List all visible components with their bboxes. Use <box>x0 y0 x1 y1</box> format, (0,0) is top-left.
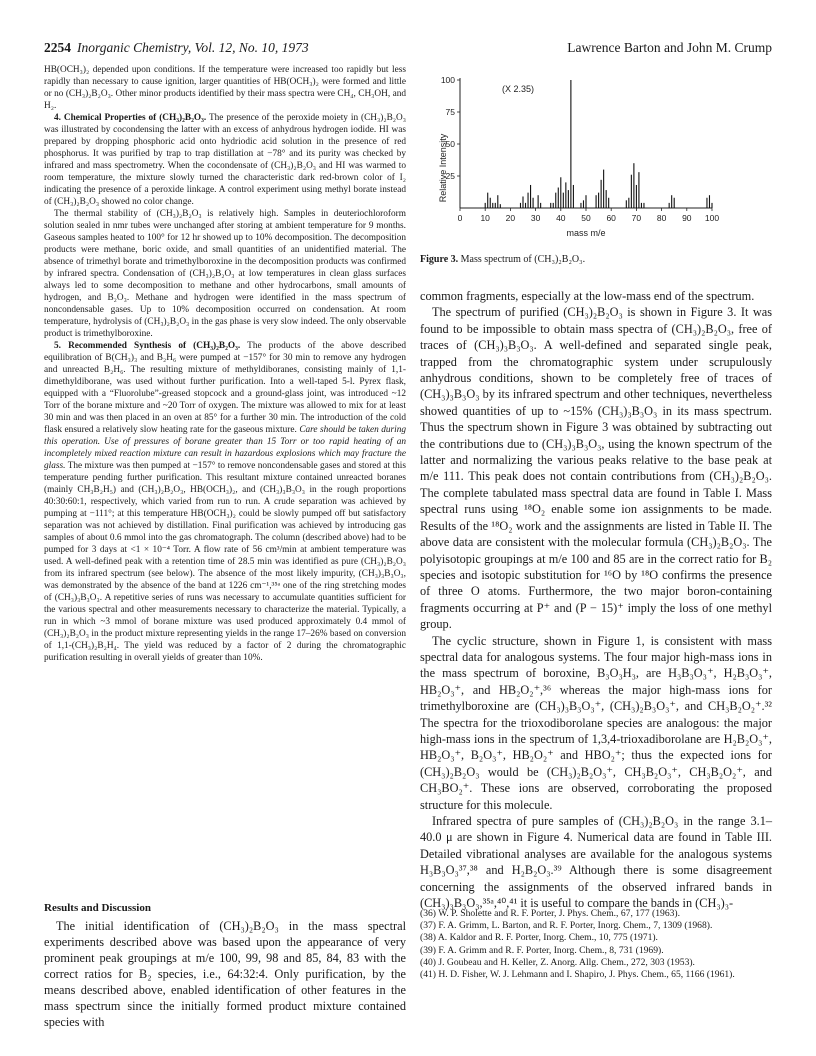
paragraph-hb-conditions: HB(OCH₃)₂ depended upon conditions. If the temperature were increased too rapidly but less rapidly than necessary to cause ignition, larger quantities of HB(OCH₃)₂ were formed and little or no (CH₃)₂B₂O₃. Other minor products identified by their mass spectra were CH₄, CH₃OH, and H₂. <box>44 65 406 111</box>
right-column <box>420 288 772 911</box>
section-4-text: The presence of the peroxide moiety in (CH₃)₂B₂O₃ was illustrated by cocondensing the latter with an excess of anhydrous hydrogen iodide. HI was prepared by dropping phosphoric acid onto hydriodic acid solution in the presence of red phosphorus. It was purified by trap to trap distillation at −78° and its purity was checked by infrared and mass spectrometry. When the cocondensate of (CH₃)₂B₂O₃ and HI was warmed to room temperature, the mixture slowly turned the characteristic dark red-brown color of I₂ indicating the presence of a peroxide linkage. A control experiment using methyl borate instead of (CH₃)₂B₂O₃ showed no color change. <box>44 113 407 207</box>
x-tick-label: 20 <box>505 213 516 223</box>
x-tick-label: 30 <box>530 213 541 223</box>
section-5-heading: 5. Recommended Synthesis of (CH₃)₂B₂O₃. <box>54 341 241 351</box>
figure-caption-label: Figure 3. <box>420 254 459 265</box>
results-text <box>44 918 406 1030</box>
y-tick-label: 50 <box>445 139 455 149</box>
x-axis-label: mass m/e <box>566 228 606 238</box>
reference-40: (40) J. Goubeau and H. Keller, Z. Anorg. Allg. Chem., 272, 303 (1953). <box>420 956 695 968</box>
x-tick-label: 50 <box>581 213 591 223</box>
reference-38: (38) A. Kaldor and R. F. Porter, Inorg. Chem., 10, 775 (1971). <box>420 932 658 944</box>
references <box>420 908 772 981</box>
chart-annotation: (X 2.35) <box>502 84 535 94</box>
reference-36: (36) W. P. Sholette and R. F. Porter, J. Phys. Chem., 67, 177 (1963). <box>420 908 681 919</box>
mass-spectrum-chart <box>420 68 772 248</box>
page-number: 2254 <box>44 40 71 55</box>
x-tick-label: 90 <box>682 213 692 223</box>
section-4 <box>44 112 406 208</box>
y-tick-label: 25 <box>445 171 455 181</box>
x-tick-label: 10 <box>480 213 490 223</box>
results-paragraph-1: The initial identification of (CH₃)₂B₂O₃ in the mass spectral experiments described above was based upon the appearance of very prominent peak groupings at m/e 100, 99, 98 and 85, 84, 83 with the correct ratios for B₂ species, i.e., 64:32:4. Only purification, by the means described above, enabled identification of other features in the mass spectrum since the initially formed product mixture contained species with <box>44 919 406 1029</box>
journal-citation: Inorganic Chemistry, Vol. 12, No. 10, 1973 <box>77 40 309 55</box>
left-column <box>44 64 406 664</box>
x-tick-label: 60 <box>606 213 616 223</box>
figure-3 <box>420 68 772 283</box>
x-tick-label: 70 <box>631 213 642 223</box>
paragraph-common-fragments: common fragments, especially at the low-mass end of the spectrum. <box>420 289 755 303</box>
x-tick-label: 40 <box>556 213 566 223</box>
reference-41: (41) H. D. Fisher, W. J. Lehmann and I. Shapiro, J. Phys. Chem., 65, 1166 (1961). <box>420 969 735 981</box>
paragraph-thermal-stability: The thermal stability of (CH₃)₂B₂O₃ is relatively high. Samples in deuteriochloroform solution sealed in nmr tubes were unchanged after storing at ambient temperature for 9 months. Gaseous samples heated to 100° for 12 hr showed up to 10% decomposition. The decomposition products were methane, boric oxide, and small quantities of an unidentified material. The absence of trimethyl borate and trimethylboroxine in the decomposition products was confirmed by infrared spectra. Condensation of (CH₃)₂B₂O₃ at low temperatures in clean glass surfaces always led to some decomposition to methane and other hydrocarbons, small amounts of hydrogen, and B₂O₃. Methane and hydrogen were identified in the mass spectrum of noncondensable gases. Up to 10% decomposition occurred on condensation. At room temperature, hydrolysis of (CH₃)₂B₂O₃ in the gas phase is very slow indeed. The only observable product is trimethylboroxine. <box>44 209 406 339</box>
figure-caption-text: Mass spectrum of (CH₃)₂B₂O₃. <box>460 254 586 265</box>
y-axis-label: Relative Intensity <box>438 133 448 203</box>
x-tick-label: 80 <box>656 213 667 223</box>
safety-warning: Care should be taken during this operation. Use of pressures of borane greater than 15 Torr or too rapid heating of an incompletely mixed reaction mixture can result in hazardous explosions which may fracture the glass. <box>44 425 407 471</box>
x-tick-label: 100 <box>704 213 720 223</box>
paragraph-mass-spectrum: The spectrum of purified (CH₃)₂B₂O₃ is shown in Figure 3. It was found to be impossible to obtain mass spectra of (CH₃)₂B₂O₃, free of traces of (CH₃)₃B₃O₃. A well-defined and separated single peak, trapped from the chromatographic system under scrupulously anhydrous conditions, shown to be completely free of traces of (CH₃)₃B₃O₃ by its infrared spectrum and other techniques, nevertheless showed quantities of up to ~15% (CH₃)₃B₃O₃ in its mass spectrum. Thus the spectrum shown in Figure 3 was obtained by subtracting out the contributions due to (CH₃)₃B₃O₃, using the known spectrum of the latter and normalizing the various peaks relative to the base peak at m/e 111. This peak does not contain contributions from (CH₃)₂B₂O₃. The complete tabulated mass spectral data are found in Table I. Mass spectral runs using ¹⁸O₂ enable some ion assignments to be made. Results of the ¹⁸O₂ work and the assignments are listed in Table II. The above data are consistent with the molecular formula (CH₃)₂B₂O₃. The polyisotopic groupings at m/e 100 and 85 are in the correct ratio for B₂ species and isotopic substitution for ¹⁶O by ¹⁸O confirms the presence of three O atoms. Furthermore, the two major boron-containing fragments occurring at P⁺ and (P − 15)⁺ imply the loss of one methyl group. <box>420 305 772 632</box>
x-tick-label: 0 <box>457 213 463 223</box>
page-header <box>44 40 772 60</box>
section-5 <box>44 340 406 664</box>
paragraph-infrared: Infrared spectra of pure samples of (CH₃)₂B₂O₃ in the range 3.1–40.0 μ are shown in Figure 4. Numerical data are found in Table III. Detailed vibrational analyses are available for the analogous systems H₃B₃O₃³⁷,³⁸ and H₂B₂O₃.³⁹ Although there is some disagreement concerning the assignments of the observed infrared bands in (CH₃)₃B₃O₃,³⁵ᵃ,⁴⁰,⁴¹ it is useful to compare the bands in (CH₃)₃- <box>420 814 772 911</box>
y-tick-label: 75 <box>445 107 455 117</box>
reference-39: (39) F. A. Grimm and R. F. Porter, Inorg. Chem., 8, 731 (1969). <box>420 944 664 956</box>
figure-caption <box>420 254 585 265</box>
y-tick-label: 100 <box>440 75 455 85</box>
results-heading: Results and Discussion <box>44 902 151 914</box>
paragraph-cyclic-structure: The cyclic structure, shown in Figure 1, is consistent with mass spectral data for analogous systems. The four major high-mass ions in the mass spectrum of boroxine, B₃O₃H₃, are H₃B₃O₃⁺, H₂B₃O₃⁺, HB₂O₃⁺, and HB₂O₂⁺,³⁶ whereas the major high-mass ions for trimethylboroxine are (CH₃)₃B₃O₃⁺, (CH₃)₂B₃O₃⁺, and CH₃B₂O₂⁺.³² The spectra for the trioxodiborolane species are analogous: the major high-mass ions in the spectrum of 1,3,4-trioxadiborolane are H₂B₂O₃⁺, HB₂O₃⁺, B₂O₃⁺, HB₂O₂⁺ and HBO₂⁺; thus the expected ions for (CH₃)₂B₂O₃ would be (CH₃)₂B₂O₃⁺, CH₃B₂O₃⁺, CH₃B₂O₂⁺, and CH₃BO₂⁺. These ions are observed, corroborating the proposed structure for this molecule. <box>420 633 772 812</box>
reference-37: (37) F. A. Grimm, L. Barton, and R. F. Porter, Inorg. Chem., 7, 1309 (1968). <box>420 920 713 932</box>
section-5-text-a: The products of the above described equilibration of B(CH₃)₃ and B₂H₆ were pumped at −157° for 30 min to remove any hydrogen and unreacted B₂H₆. The resulting mixture of methyldiboranes, consisting mainly of 1,1-dimethyldiborane, was used without further purification. Into a well-taped 5-l. Pyrex flask, equipped with a “Fluorolube”-greased stopcock and a ground-glass joint, was introduced ~12 Torr of the borane mixture and ~20 Torr of oxygen. The mixture was allowed to mix for at least 30 min and was then placed in an oven at 85° for a further 30 min. The introduction of the cold flask ensured a relatively slow heating rate for the gaseous mixture. <box>44 341 406 435</box>
section-4-heading: 4. Chemical Properties of (CH₃)₂B₂O₃. <box>54 113 207 123</box>
running-authors: Lawrence Barton and John M. Crump <box>567 40 772 55</box>
section-5-text-b: The mixture was then pumped at −157° to remove noncondensable gases and stored at this temperature pending further purification. This resultant mixture contained unreacted boranes (mainly CH₃B₂H₅) and (CH₃)₂B₂O₃, HB(OCH₃)₂, and (CH₃)₃B₃O₃ in the rough proportions 40:30:60:1, respectively, which varied from run to run. A crude separation was achieved by pumping at −111°; at this temperature HB(OCH₃)₂ could be slowly pumped off but satisfactory separation was not achieved by distillation. Final purification was achieved by introducing gas samples of about 0.6 mmol into the gas chromatograph. The column (described above) had to be pumped for 3 days at <1 × 10⁻⁴ Torr. A flow rate of 56 cm³/min at ambient temperature was used. A well-defined peak with a retention time of 28.5 min was identified as pure (CH₃)₂B₂O₃ from its infrared spectrum (see below). The absence of the most likely impurity, (CH₃)₃B₃O₃, was demonstrated by the absence of the band at 1226 cm⁻¹,³⁵ᵃ one of the ring stretching modes of (CH₃)₃B₃O₃. A repetitive series of runs was necessary to accumulate quantities sufficient for the various spectral and other measurements necessary to characterize the material. Typically, a run in which ~3 mmol of borane mixture was used produced approximately 0.4 mmol of (CH₃)₂B₂O₃ in the product mixture representing yields in the range 17–26% based on conversion of 1,1-(CH₃)₂B₂H₄. The yield was reduced by a factor of 2 during the chromatographic purification resulting in overall yields of greater than 10%. <box>44 461 407 663</box>
